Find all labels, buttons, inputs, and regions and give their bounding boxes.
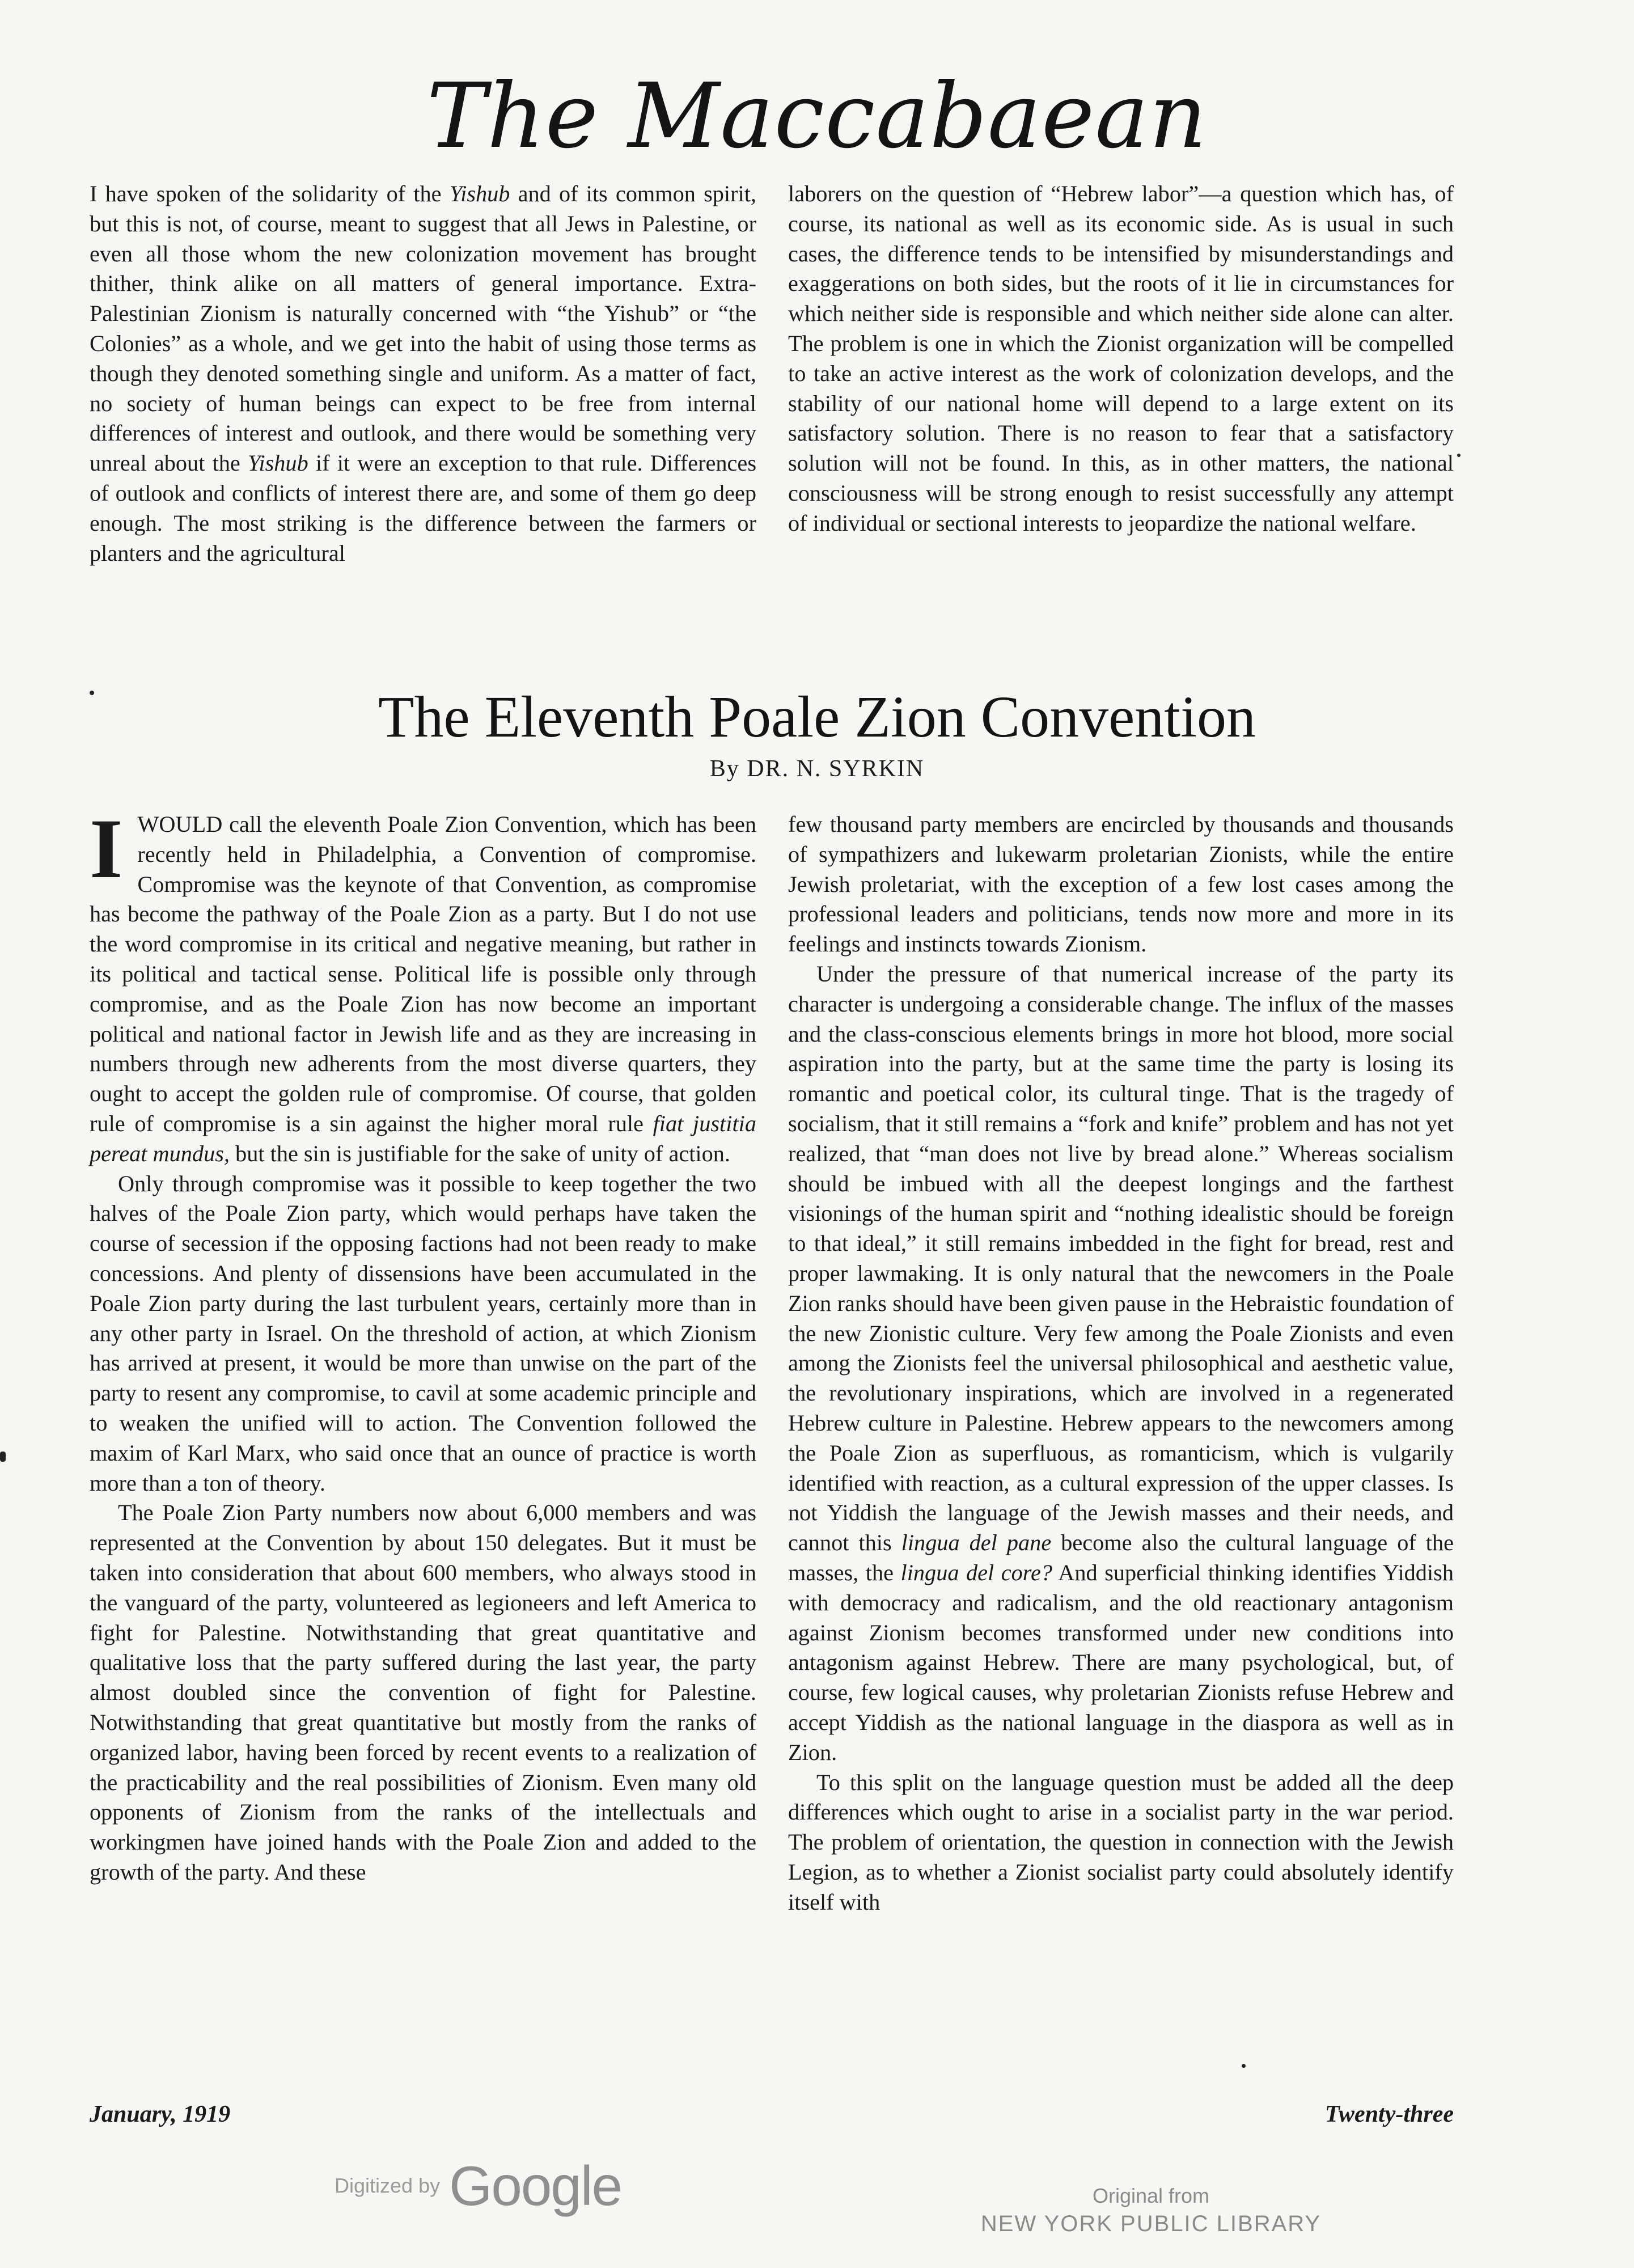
paragraph: Only through compromise was it possible to keep together the two halves of the Poale Zion party, which would perhaps have taken the course of secession if the opposing factions had not been ready to make concessions. And plenty of dissensions have been accumulated in the Poale Zion party during the last turbulent years, certainly more than in any other party in Israel. On the threshold of action, at which Zionism has arrived at present, it would be more than unwise on the part of the party to resent any compromise, to cavil at some academic principle and to weaken the unified will to action. The Convention followed the maxim of Karl Marx, who said once that an ounce of practice is worth more than a ton of theory. [90, 1170, 756, 1496]
article-title: The Eleventh Poale Zion Convention [378, 684, 1256, 750]
italic-phrase: Yishub [449, 181, 510, 206]
drop-cap: I [90, 802, 123, 896]
original-from-watermark [975, 2183, 1327, 2239]
prev-article-column-right [788, 179, 1454, 539]
scan-speck [1457, 454, 1461, 457]
italic-phrase: fiat justitia pereat mundus, [90, 1110, 756, 1166]
masthead: The Maccabaean [426, 64, 1208, 168]
article-column-right [788, 810, 1454, 1917]
paragraph: To this split on the language question must be added all the deep differences which ought to arise in a socialist party in the war period. The problem of orientation, the question in connection with the Jewish Legion, as to whether a Zionist socialist party could absolutely identify itself with [788, 1769, 1454, 1915]
scan-speck [0, 1452, 6, 1462]
prev-article-column-left [90, 179, 756, 568]
paragraph: I have spoken of the solidarity of the Yishub and of its common spirit, but this is not, of course, meant to suggest that all Jews in Palestine, or even all those whom the new colonization movement has brought thither, think alike on all matters of general importance. Extra-Palestinian Zionism is naturally concerned with “the Yishub” or “the Colonies” as a whole, and we get into the habit of using those terms as though they denoted something single and uniform. As a matter of fact, no society of human beings can expect to be free from internal differences of interest and outlook, and there would be something very unreal about the Yishub if it were an exception to that rule. Differences of outlook and conflicts of interest there are, and some of them go deep enough. The most striking is the difference between the farmers or planters and the agricultural [90, 181, 756, 566]
scan-speck [1242, 2064, 1246, 2068]
library-name: NEW YORK PUBLIC LIBRARY [980, 2211, 1322, 2236]
paragraph: The Poale Zion Party numbers now about 6,000 members and was represented at the Convention by about 150 delegates. But it must be taken into consideration that about 600 members, who always stood in the vanguard of the party, volunteered as legioneers and left America to fight for Palestine. Notwithstanding that great quantitative and qualitative loss that the party suffered during the last year, the party almost doubled since the convention of fight for Palestine. Notwithstanding that great quantitative but mostly from the ranks of organized labor, having been forced by recent events to a realization of the practicability and the real possibilities of Zionism. Even many old opponents of Zionism from the ranks of the intellectuals and workingmen have joined hands with the Poale Zion and added to the growth of the party. And these [90, 1500, 756, 1885]
issue-date: January, 1919 [90, 2101, 231, 2127]
article-byline: By DR. N. SYRKIN [709, 756, 925, 782]
paragraph: Under the pressure of that numerical increase of the party its character is undergoing a considerable change. The influx of the masses and the class-conscious elements brings in more hot blood, more social aspiration into the party, but at the same time the party is losing its romantic and poetical color, its cultural tinge. That is the tragedy of socialism, that it still remains a “fork and knife” problem and has not yet realized, that “man does not live by bread alone.” Whereas socialism should be imbued with all the deepest longings and the farthest visionings of the human spirit and “nothing idealistic should be foreign to that ideal,” it still remains imbedded in the fight for bread, rest and proper lawmaking. It is only natural that the newcomers in the Poale Zion ranks should have been given pause in the Hebraistic foundation of the new Zionistic culture. Very few among the Poale Zionists and even among the Zionists feel the universal philosophical and aesthetic value, the revolutionary inspirations, which are involved in a regenerated Hebrew culture in Palestine. Hebrew appears to the newcomers among the Poale Zion as superfluous, as romanticism, which is vulgarily identified with reaction, as a cultural expression of the upper classes. Is not Yiddish the language of the Jewish masses and their needs, and cannot this lingua del pane become also the cultural language of the masses, the lingua del core? And superficial thinking identifies Yiddish with democracy and radicalism, and the old reactionary antagonism against Zionism becomes transformed under new conditions into antagonism against Hebrew. There are many psychological, but, of course, few logical causes, why proletarian Zionists refuse Hebrew and accept Yiddish as the national language in the diaspora as well as in Zion. [788, 960, 1454, 1765]
scan-speck [90, 691, 94, 695]
paragraph: few thousand party members are encircled by thousands and thousands of sympathizers and lukewarm proletarian Zionists, while the entire Jewish proletariat, with the exception of a few lost cases among the professional leaders and politicians, tends now more and more in its feelings and instincts towards Zionism. [788, 811, 1454, 957]
italic-phrase: lingua del pane [901, 1530, 1052, 1556]
paragraph: WOULD call the eleventh Poale Zion Convention, which has been recently held in Philadelphia, a Convention of compromise. Compromise was the keynote of that Convention, as compromise has become the pathway of the Poale Zion as a party. But I do not use the word compromise in its critical and negative meaning, but rather in its political and tactical sense. Political life is possible only through compromise, and as the Poale Zion has now become an important political and national factor in Jewish life and as they are increasing in numbers through new adherents from the most diverse quarters, they ought to accept the golden rule of compromise. Of course, that golden rule of compromise is a sin against the higher moral rule fiat justitia pereat mundus, but the sin is justifiable for the sake of unity of action. [90, 811, 756, 1166]
article-column-left [90, 802, 756, 1888]
digitized-by-watermark [335, 2155, 621, 2217]
italic-phrase: Yishub [247, 450, 308, 476]
page-number: Twenty-three [1324, 2101, 1454, 2127]
article-column-left-text [90, 802, 756, 1888]
italic-phrase: lingua del core? [900, 1559, 1052, 1585]
original-from-label: Original from [1092, 2184, 1210, 2207]
google-logo: Google [449, 2154, 622, 2217]
digitized-by-label: Digitized by [335, 2174, 441, 2197]
paragraph: laborers on the question of “Hebrew labor”—a question which has, of course, its national as well as its economic side. As is usual in such cases, the difference tends to be intensified by misunderstandings and exaggerations on both sides, but the roots of it lie in circumstances for which neither side is responsible and which neither side alone can alter. The problem is one in which the Zionist organization will be compelled to take an active interest as the work of colonization develops, and the stability of our national home will depend to a large extent on its satisfactory solution. There is no reason to fear that a satisfactory solution will not be found. In this, as in other matters, the national consciousness will be strong enough to resist successfully any attempt of individual or sectional interests to jeopardize the national welfare. [788, 181, 1454, 536]
